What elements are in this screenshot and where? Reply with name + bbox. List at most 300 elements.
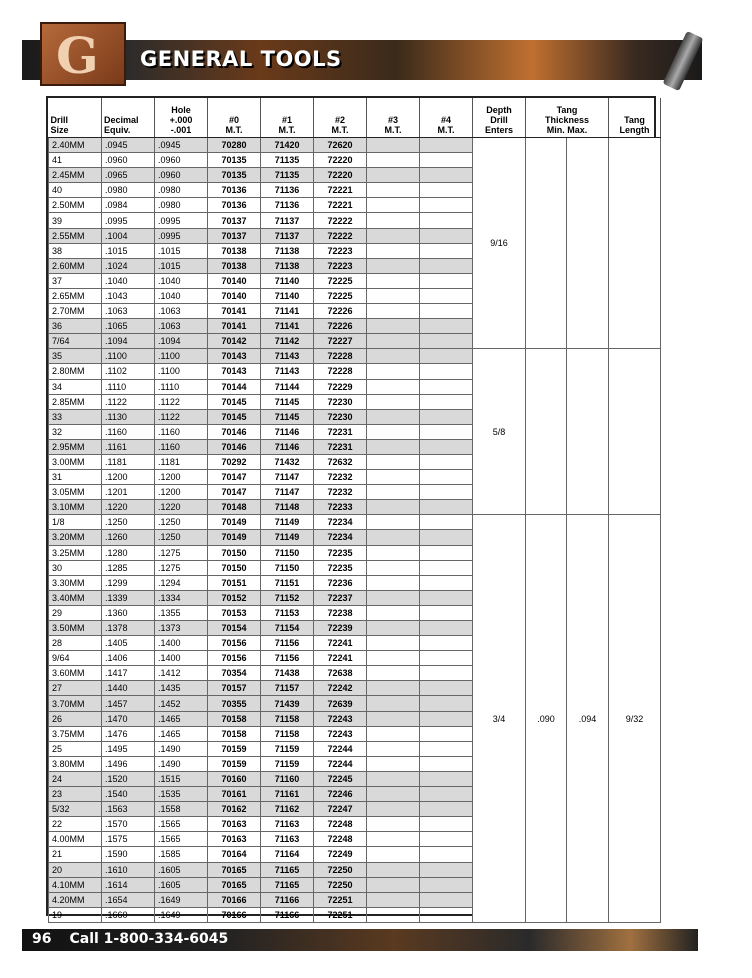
table-cell: .0945	[155, 138, 208, 153]
table-cell: .1040	[155, 288, 208, 303]
empty-cell	[420, 454, 473, 469]
table-cell: 70140	[208, 288, 261, 303]
column-header	[473, 98, 526, 138]
table-cell: .1496	[102, 756, 155, 771]
table-cell: .1250	[155, 530, 208, 545]
table-cell: 72250	[314, 877, 367, 892]
table-cell: .1565	[155, 817, 208, 832]
table-cell: 70156	[208, 651, 261, 666]
table-cell: .1130	[102, 409, 155, 424]
table-cell: .0965	[102, 168, 155, 183]
table-cell: 71165	[261, 877, 314, 892]
table-cell: 2.65MM	[49, 288, 102, 303]
table-cell: 72241	[314, 651, 367, 666]
table-cell: 1/8	[49, 515, 102, 530]
table-cell: 5/32	[49, 802, 102, 817]
table-cell: 3.75MM	[49, 726, 102, 741]
table-cell: 70159	[208, 741, 261, 756]
column-header	[367, 98, 420, 138]
table-cell: 71157	[261, 681, 314, 696]
column-header-line: Min. Max.	[546, 125, 588, 135]
table-cell: .1334	[155, 590, 208, 605]
table-cell: 71150	[261, 545, 314, 560]
empty-cell	[420, 334, 473, 349]
table-cell: 71162	[261, 802, 314, 817]
table-cell: 71136	[261, 198, 314, 213]
empty-cell	[367, 696, 420, 711]
table-cell: 72244	[314, 741, 367, 756]
table-cell: .0960	[155, 153, 208, 168]
column-header-line	[369, 105, 417, 115]
table-cell: 72234	[314, 515, 367, 530]
table-cell: 29	[49, 605, 102, 620]
table-cell: .0980	[155, 198, 208, 213]
empty-cell	[367, 802, 420, 817]
table-cell: .1649	[155, 907, 208, 922]
table-cell: .1520	[102, 771, 155, 786]
column-header	[261, 98, 314, 138]
empty-cell	[367, 168, 420, 183]
table-cell: .1110	[102, 379, 155, 394]
table-cell: 72231	[314, 424, 367, 439]
table-cell: 72248	[314, 832, 367, 847]
table-cell: .1102	[102, 364, 155, 379]
empty-cell	[367, 726, 420, 741]
table-cell: .1575	[102, 832, 155, 847]
table-cell: .1160	[155, 439, 208, 454]
table-cell: 2.85MM	[49, 394, 102, 409]
table-cell: 72223	[314, 243, 367, 258]
table-cell: 40	[49, 183, 102, 198]
table-cell: 72245	[314, 771, 367, 786]
table-cell: 2.50MM	[49, 198, 102, 213]
table-cell: 71145	[261, 409, 314, 424]
column-header-line: Decimal	[104, 115, 139, 125]
empty-cell	[367, 711, 420, 726]
table-cell: .1043	[102, 288, 155, 303]
empty-cell	[420, 288, 473, 303]
empty-cell	[367, 907, 420, 922]
table-cell: .1412	[155, 666, 208, 681]
empty-cell	[367, 273, 420, 288]
table-cell: 70166	[208, 892, 261, 907]
table-cell: .1063	[155, 319, 208, 334]
table-cell: .1605	[155, 862, 208, 877]
column-header-line: #3	[387, 115, 398, 125]
table-cell: .1417	[102, 666, 155, 681]
table-cell: .1100	[155, 364, 208, 379]
table-cell: 70152	[208, 590, 261, 605]
table-cell: 71135	[261, 168, 314, 183]
empty-cell	[420, 575, 473, 590]
empty-cell	[367, 334, 420, 349]
table-cell: .1649	[155, 892, 208, 907]
table-cell: 23	[49, 787, 102, 802]
table-cell: 27	[49, 681, 102, 696]
column-header-line: #4	[440, 115, 451, 125]
table-cell: 3.25MM	[49, 545, 102, 560]
table-cell: 72239	[314, 621, 367, 636]
column-header-line	[51, 105, 100, 115]
table-cell: 70280	[208, 138, 261, 153]
table-cell: 70165	[208, 877, 261, 892]
table-cell: 71158	[261, 711, 314, 726]
table-cell: 70145	[208, 394, 261, 409]
table-cell: 22	[49, 817, 102, 832]
column-header	[155, 98, 208, 138]
empty-cell	[367, 575, 420, 590]
column-header-line: M.T.	[384, 125, 402, 135]
empty-cell	[367, 470, 420, 485]
table-cell: 71159	[261, 741, 314, 756]
brand-logo	[40, 22, 126, 86]
table-cell: 71439	[261, 696, 314, 711]
table-cell: 70142	[208, 334, 261, 349]
table-cell: 3.05MM	[49, 485, 102, 500]
table-cell: .1400	[155, 636, 208, 651]
table-cell: 71135	[261, 153, 314, 168]
table-cell: 71165	[261, 862, 314, 877]
empty-cell	[367, 454, 420, 469]
table-cell: 70150	[208, 560, 261, 575]
table-cell: 70145	[208, 409, 261, 424]
table-cell: 71164	[261, 847, 314, 862]
table-cell: 71432	[261, 454, 314, 469]
empty-cell	[420, 545, 473, 560]
table-cell: 72237	[314, 590, 367, 605]
table-cell: 70147	[208, 485, 261, 500]
table-cell: .1250	[155, 515, 208, 530]
table-cell: .1015	[102, 243, 155, 258]
table-cell: 72225	[314, 288, 367, 303]
column-header-line: Enters	[484, 125, 513, 135]
column-header-line: Length	[619, 125, 650, 135]
table-cell: .1355	[155, 605, 208, 620]
depth-drill-enters: 3/4	[473, 515, 526, 923]
table-cell: 72220	[314, 168, 367, 183]
empty-cell	[420, 847, 473, 862]
table-cell: 70153	[208, 605, 261, 620]
column-header-line: -.001	[170, 125, 192, 135]
table-cell: .0980	[155, 183, 208, 198]
empty-cell	[420, 832, 473, 847]
table-cell: 70354	[208, 666, 261, 681]
table-cell: 70292	[208, 454, 261, 469]
empty-cell	[367, 409, 420, 424]
table-cell: 36	[49, 319, 102, 334]
table-cell: 71147	[261, 485, 314, 500]
table-cell: 72241	[314, 636, 367, 651]
empty-cell	[367, 530, 420, 545]
table-cell: 72639	[314, 696, 367, 711]
table-cell: 37	[49, 273, 102, 288]
table-cell: 72220	[314, 153, 367, 168]
table-cell: 71149	[261, 530, 314, 545]
empty-cell	[420, 394, 473, 409]
column-header	[420, 98, 473, 138]
table-cell: 70136	[208, 198, 261, 213]
empty-cell	[420, 409, 473, 424]
table-cell: 72246	[314, 787, 367, 802]
empty-cell	[420, 877, 473, 892]
table-cell: .1200	[155, 485, 208, 500]
table-cell: .1280	[102, 545, 155, 560]
table-cell: .1654	[102, 892, 155, 907]
table-cell: .1040	[102, 273, 155, 288]
empty-cell	[367, 319, 420, 334]
table-cell: 71438	[261, 666, 314, 681]
column-header-line	[611, 105, 658, 115]
empty-cell	[420, 560, 473, 575]
table-cell: .1275	[155, 545, 208, 560]
empty-cell	[367, 590, 420, 605]
empty-cell	[367, 485, 420, 500]
table-cell: 20	[49, 862, 102, 877]
empty-cell	[367, 605, 420, 620]
table-cell: .1122	[155, 394, 208, 409]
empty-cell	[367, 138, 420, 153]
table-cell: 2.70MM	[49, 304, 102, 319]
empty-cell	[367, 621, 420, 636]
table-cell: 72230	[314, 409, 367, 424]
table-cell: .1558	[155, 802, 208, 817]
table-cell: 31	[49, 470, 102, 485]
table-cell: .1373	[155, 621, 208, 636]
page-footer	[22, 929, 698, 951]
table-cell: 71136	[261, 183, 314, 198]
table-cell: 71143	[261, 364, 314, 379]
table-cell: 70149	[208, 530, 261, 545]
table-cell: 24	[49, 771, 102, 786]
table-cell: .1590	[102, 847, 155, 862]
column-header-line	[316, 105, 364, 115]
table-cell: 70157	[208, 681, 261, 696]
table-cell: 72243	[314, 726, 367, 741]
table-cell: 3.50MM	[49, 621, 102, 636]
table-cell: .1063	[155, 304, 208, 319]
table-cell: 71138	[261, 258, 314, 273]
phone-number: Call 1-800-334-6045	[69, 931, 229, 947]
table-cell: 41	[49, 153, 102, 168]
page-number: 96	[32, 931, 52, 947]
table-cell: 72222	[314, 228, 367, 243]
table-cell: .1378	[102, 621, 155, 636]
table-cell: 71143	[261, 349, 314, 364]
table-cell: 30	[49, 560, 102, 575]
table-cell: 71146	[261, 439, 314, 454]
empty-cell	[420, 243, 473, 258]
table-cell: 72235	[314, 545, 367, 560]
empty-cell	[420, 771, 473, 786]
table-cell: 71154	[261, 621, 314, 636]
empty-cell	[420, 485, 473, 500]
table-cell: 70144	[208, 379, 261, 394]
table-cell: 4.10MM	[49, 877, 102, 892]
table-cell: 71147	[261, 470, 314, 485]
empty-cell	[420, 319, 473, 334]
table-cell: 70140	[208, 273, 261, 288]
table-cell: 71145	[261, 394, 314, 409]
empty-cell	[367, 892, 420, 907]
table-cell: 72233	[314, 500, 367, 515]
empty-cell	[420, 817, 473, 832]
column-header	[526, 98, 609, 138]
empty-cell	[420, 726, 473, 741]
table-cell: 72620	[314, 138, 367, 153]
empty-cell	[420, 651, 473, 666]
empty-cell	[420, 530, 473, 545]
table-cell: 70163	[208, 817, 261, 832]
tang-thickness-max: .094	[567, 515, 609, 923]
empty-cell	[420, 892, 473, 907]
table-cell: 70158	[208, 726, 261, 741]
table-cell: 70138	[208, 258, 261, 273]
table-cell: .1565	[155, 832, 208, 847]
table-cell: 71142	[261, 334, 314, 349]
table-cell: 70159	[208, 756, 261, 771]
table-cell: 70136	[208, 183, 261, 198]
column-header-line: Drill	[490, 115, 508, 125]
empty-cell	[420, 168, 473, 183]
table-cell: 39	[49, 213, 102, 228]
table-cell: 71156	[261, 636, 314, 651]
column-header-line: Hole	[171, 105, 191, 115]
table-cell: .0980	[102, 183, 155, 198]
table-cell: .1024	[102, 258, 155, 273]
table-cell: 72632	[314, 454, 367, 469]
tang-length	[609, 138, 661, 349]
table-cell: .1094	[155, 334, 208, 349]
table-cell: 70156	[208, 636, 261, 651]
empty-cell	[367, 560, 420, 575]
table-cell: 71163	[261, 832, 314, 847]
empty-cell	[367, 183, 420, 198]
table-cell: 72221	[314, 198, 367, 213]
empty-cell	[367, 500, 420, 515]
table-cell: 72235	[314, 560, 367, 575]
empty-cell	[367, 681, 420, 696]
table-cell: .1181	[155, 454, 208, 469]
table-cell: 70146	[208, 424, 261, 439]
table-cell: 71152	[261, 590, 314, 605]
table-cell: .1452	[155, 696, 208, 711]
table-cell: 71166	[261, 907, 314, 922]
table-cell: 4.00MM	[49, 832, 102, 847]
column-header	[49, 98, 102, 138]
table-cell: .0984	[102, 198, 155, 213]
table-cell: 71140	[261, 288, 314, 303]
table-cell: 72226	[314, 319, 367, 334]
table-cell: 72227	[314, 334, 367, 349]
table-cell: .1610	[102, 862, 155, 877]
empty-cell	[420, 379, 473, 394]
table-cell: 70143	[208, 364, 261, 379]
table-cell: 2.55MM	[49, 228, 102, 243]
empty-cell	[367, 862, 420, 877]
table-header-row	[49, 98, 661, 138]
empty-cell	[367, 666, 420, 681]
empty-cell	[420, 258, 473, 273]
table-cell: .1160	[155, 424, 208, 439]
table-cell: 35	[49, 349, 102, 364]
empty-cell	[420, 349, 473, 364]
table-cell: 71150	[261, 560, 314, 575]
table-cell: 70137	[208, 228, 261, 243]
table-cell: 72251	[314, 907, 367, 922]
empty-cell	[420, 424, 473, 439]
table-cell: 71140	[261, 273, 314, 288]
table-cell: 26	[49, 711, 102, 726]
empty-cell	[367, 787, 420, 802]
column-header-line: M.T.	[225, 125, 243, 135]
tang-length	[609, 349, 661, 515]
table-cell: 70158	[208, 711, 261, 726]
table-cell: .1570	[102, 817, 155, 832]
table-cell: 71161	[261, 787, 314, 802]
logo-letter: G	[56, 26, 99, 85]
table-cell: 72222	[314, 213, 367, 228]
table-cell: 9/64	[49, 651, 102, 666]
empty-cell	[367, 847, 420, 862]
table-cell: .1605	[155, 877, 208, 892]
empty-cell	[367, 198, 420, 213]
table-cell: 71163	[261, 817, 314, 832]
column-header	[609, 98, 661, 138]
table-cell: 72248	[314, 817, 367, 832]
table-cell: 3.70MM	[49, 696, 102, 711]
table-cell: .1004	[102, 228, 155, 243]
table-cell: .1285	[102, 560, 155, 575]
table-cell: .1563	[102, 802, 155, 817]
table-cell: .1515	[155, 771, 208, 786]
table-cell: 72223	[314, 258, 367, 273]
table-cell: 2.60MM	[49, 258, 102, 273]
table-cell: 71144	[261, 379, 314, 394]
table-row	[49, 349, 661, 364]
table-cell: .1110	[155, 379, 208, 394]
table-cell: 72226	[314, 304, 367, 319]
table-cell: .1490	[155, 756, 208, 771]
column-header-line: Size	[50, 125, 69, 135]
table-cell: 70164	[208, 847, 261, 862]
drill-spec-table	[48, 98, 661, 923]
empty-cell	[420, 787, 473, 802]
empty-cell	[420, 590, 473, 605]
table-cell: 3.80MM	[49, 756, 102, 771]
empty-cell	[367, 258, 420, 273]
empty-cell	[420, 862, 473, 877]
empty-cell	[367, 515, 420, 530]
drill-table-container	[46, 96, 656, 920]
table-cell: .1201	[102, 485, 155, 500]
column-header-line: #2	[334, 115, 345, 125]
table-cell: .1200	[102, 470, 155, 485]
tang-thickness-max	[567, 138, 609, 349]
table-cell: 71158	[261, 726, 314, 741]
table-cell: .1063	[102, 304, 155, 319]
empty-cell	[367, 379, 420, 394]
column-header-line: Tang	[556, 105, 578, 115]
empty-cell	[367, 424, 420, 439]
table-cell: .1220	[155, 500, 208, 515]
empty-cell	[367, 349, 420, 364]
table-cell: .1495	[102, 741, 155, 756]
table-cell: 3.10MM	[49, 500, 102, 515]
table-cell: 3.60MM	[49, 666, 102, 681]
table-cell: .0995	[102, 213, 155, 228]
tang-length: 9/32	[609, 515, 661, 923]
table-cell: .1299	[102, 575, 155, 590]
